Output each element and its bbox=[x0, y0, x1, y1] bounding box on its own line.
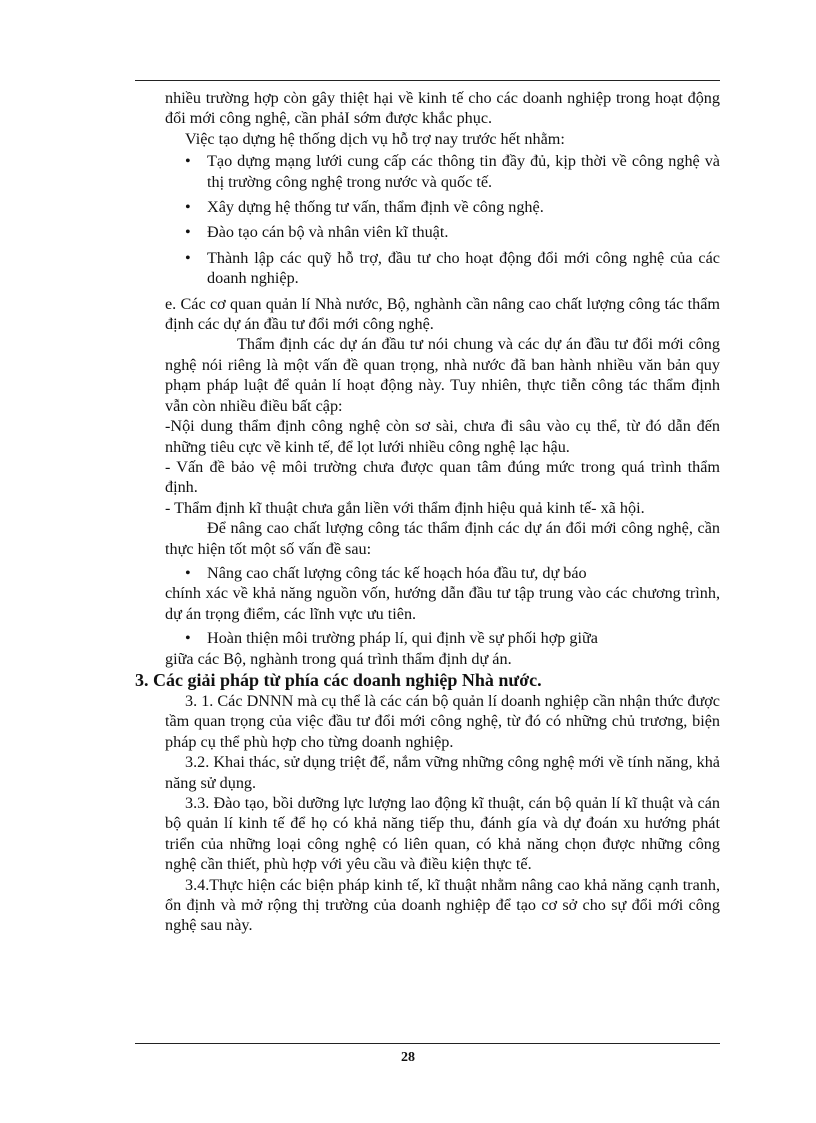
bullet-icon: • bbox=[185, 629, 191, 648]
paragraph: giữa các Bộ, nghành trong quá trình thẩm định dự án. bbox=[165, 649, 512, 668]
list-item: • Đào tạo cán bộ và nhân viên kĩ thuật. bbox=[185, 223, 449, 242]
paragraph: - Thẩm định kĩ thuật chưa gắn liền với thẩm định hiệu quả kinh tế- xã hội. bbox=[165, 498, 645, 517]
paragraph: Việc tạo dựng hệ thống dịch vụ hỗ trợ nay trước hết nhằm: bbox=[185, 129, 565, 148]
paragraph: - Vấn đề bảo vệ môi trường chưa được quan tâm đúng mức trong quá trình thẩm định. bbox=[165, 457, 720, 497]
list-item: • Xây dựng hệ thống tư vấn, thẩm định về công nghệ. bbox=[185, 198, 544, 217]
list-item: • Hoàn thiện môi trường pháp lí, qui định về sự phối hợp giữa bbox=[185, 629, 598, 648]
header-rule bbox=[135, 80, 720, 81]
paragraph: 3.4.Thực hiện các biện pháp kinh tế, kĩ thuật nhằm nâng cao khả năng cạnh tranh, ổn định và mở rộng thị trường của doanh nghiệp để tạo cơ sở cho sự đổi mới công nghệ sau này. bbox=[165, 875, 720, 935]
page-number: 28 bbox=[401, 1050, 415, 1065]
bullet-icon: • bbox=[185, 563, 191, 582]
paragraph: 3.2. Khai thác, sử dụng triệt để, nắm vững những công nghệ mới về tính năng, khả năng sử dụng. bbox=[165, 753, 720, 792]
footer-rule bbox=[135, 1043, 720, 1044]
paragraph: Thẩm định các dự án đầu tư nói chung và các dự án đầu tư đổi mới công nghệ nói riêng là một vấn đề quan trọng, nhà nước đã ban hành nhiều văn bản quy phạm pháp luật để quản lí hoạt động này. Tuy nhiên, thực tiễn công tác thẩm định vẫn còn nhiều điều bất cập: bbox=[165, 335, 720, 415]
list-item-e: e. Các cơ quan quản lí Nhà nước, Bộ, nghành cần nâng cao chất lượng công tác thẩm định các dự án đầu tư đổi mới công nghệ. bbox=[165, 294, 720, 334]
paragraph: nhiều trường hợp còn gây thiệt hại về kinh tế cho các doanh nghiệp trong hoạt động đổi mới công nghệ, cần phảI sớm được khắc phục. bbox=[165, 89, 720, 128]
paragraph: chính xác về khả năng nguồn vốn, hướng dẫn đầu tư tập trung vào các chương trình, dự án trọng điểm, các lĩnh vực ưu tiên. bbox=[165, 584, 720, 623]
bullet-icon: • bbox=[185, 223, 191, 242]
paragraph: Để nâng cao chất lượng công tác thẩm định các dự án đổi mới công nghệ, cần thực hiện tốt một số vấn đề sau: bbox=[165, 519, 720, 558]
paragraph: 3.3. Đào tạo, bồi dưỡng lực lượng lao động kĩ thuật, cán bộ quản lí kĩ thuật và cán bộ quản lí kinh tế để họ có khả năng tiếp thu, đánh gía và dự đoán xu hướng phát triển của những loại công nghệ có liên quan, có khả năng chọn được những công nghệ cần thiết, phù hợp với yêu cầu và điều kiện thực tế. bbox=[165, 794, 720, 874]
bullet-icon: • bbox=[185, 198, 191, 217]
bullet-list bbox=[165, 151, 720, 288]
bullet-icon: • bbox=[185, 248, 191, 267]
list-item: • Tạo dựng mạng lưới cung cấp các thông tin đầy đủ, kịp thời về công nghệ và thị trường công nghệ trong nước và quốc tế. bbox=[185, 152, 720, 191]
page-body bbox=[135, 88, 720, 936]
section-heading: 3. Các giải pháp từ phía các doanh nghiệp Nhà nước. bbox=[135, 669, 542, 690]
list-item: • Nâng cao chất lượng công tác kế hoạch hóa đầu tư, dự báo bbox=[185, 563, 587, 582]
paragraph: 3. 1. Các DNNN mà cụ thể là các cán bộ quản lí doanh nghiệp cần nhận thức được tầm quan trọng của việc đầu tư đổi mới công nghệ, từ đó có những chủ trương, biện pháp cụ thể phù hợp cho từng doanh nghiệp. bbox=[165, 691, 720, 751]
list-item: • Thành lập các quỹ hỗ trợ, đầu tư cho hoạt động đổi mới công nghệ của các doanh nghiệp. bbox=[185, 248, 720, 288]
paragraph: -Nội dung thẩm định công nghệ còn sơ sài, chưa đi sâu vào cụ thể, từ đó dẫn đến những tiêu cực về kinh tế, để lọt lưới nhiều công nghệ lạc hậu. bbox=[165, 417, 720, 456]
bullet-icon: • bbox=[185, 152, 191, 171]
